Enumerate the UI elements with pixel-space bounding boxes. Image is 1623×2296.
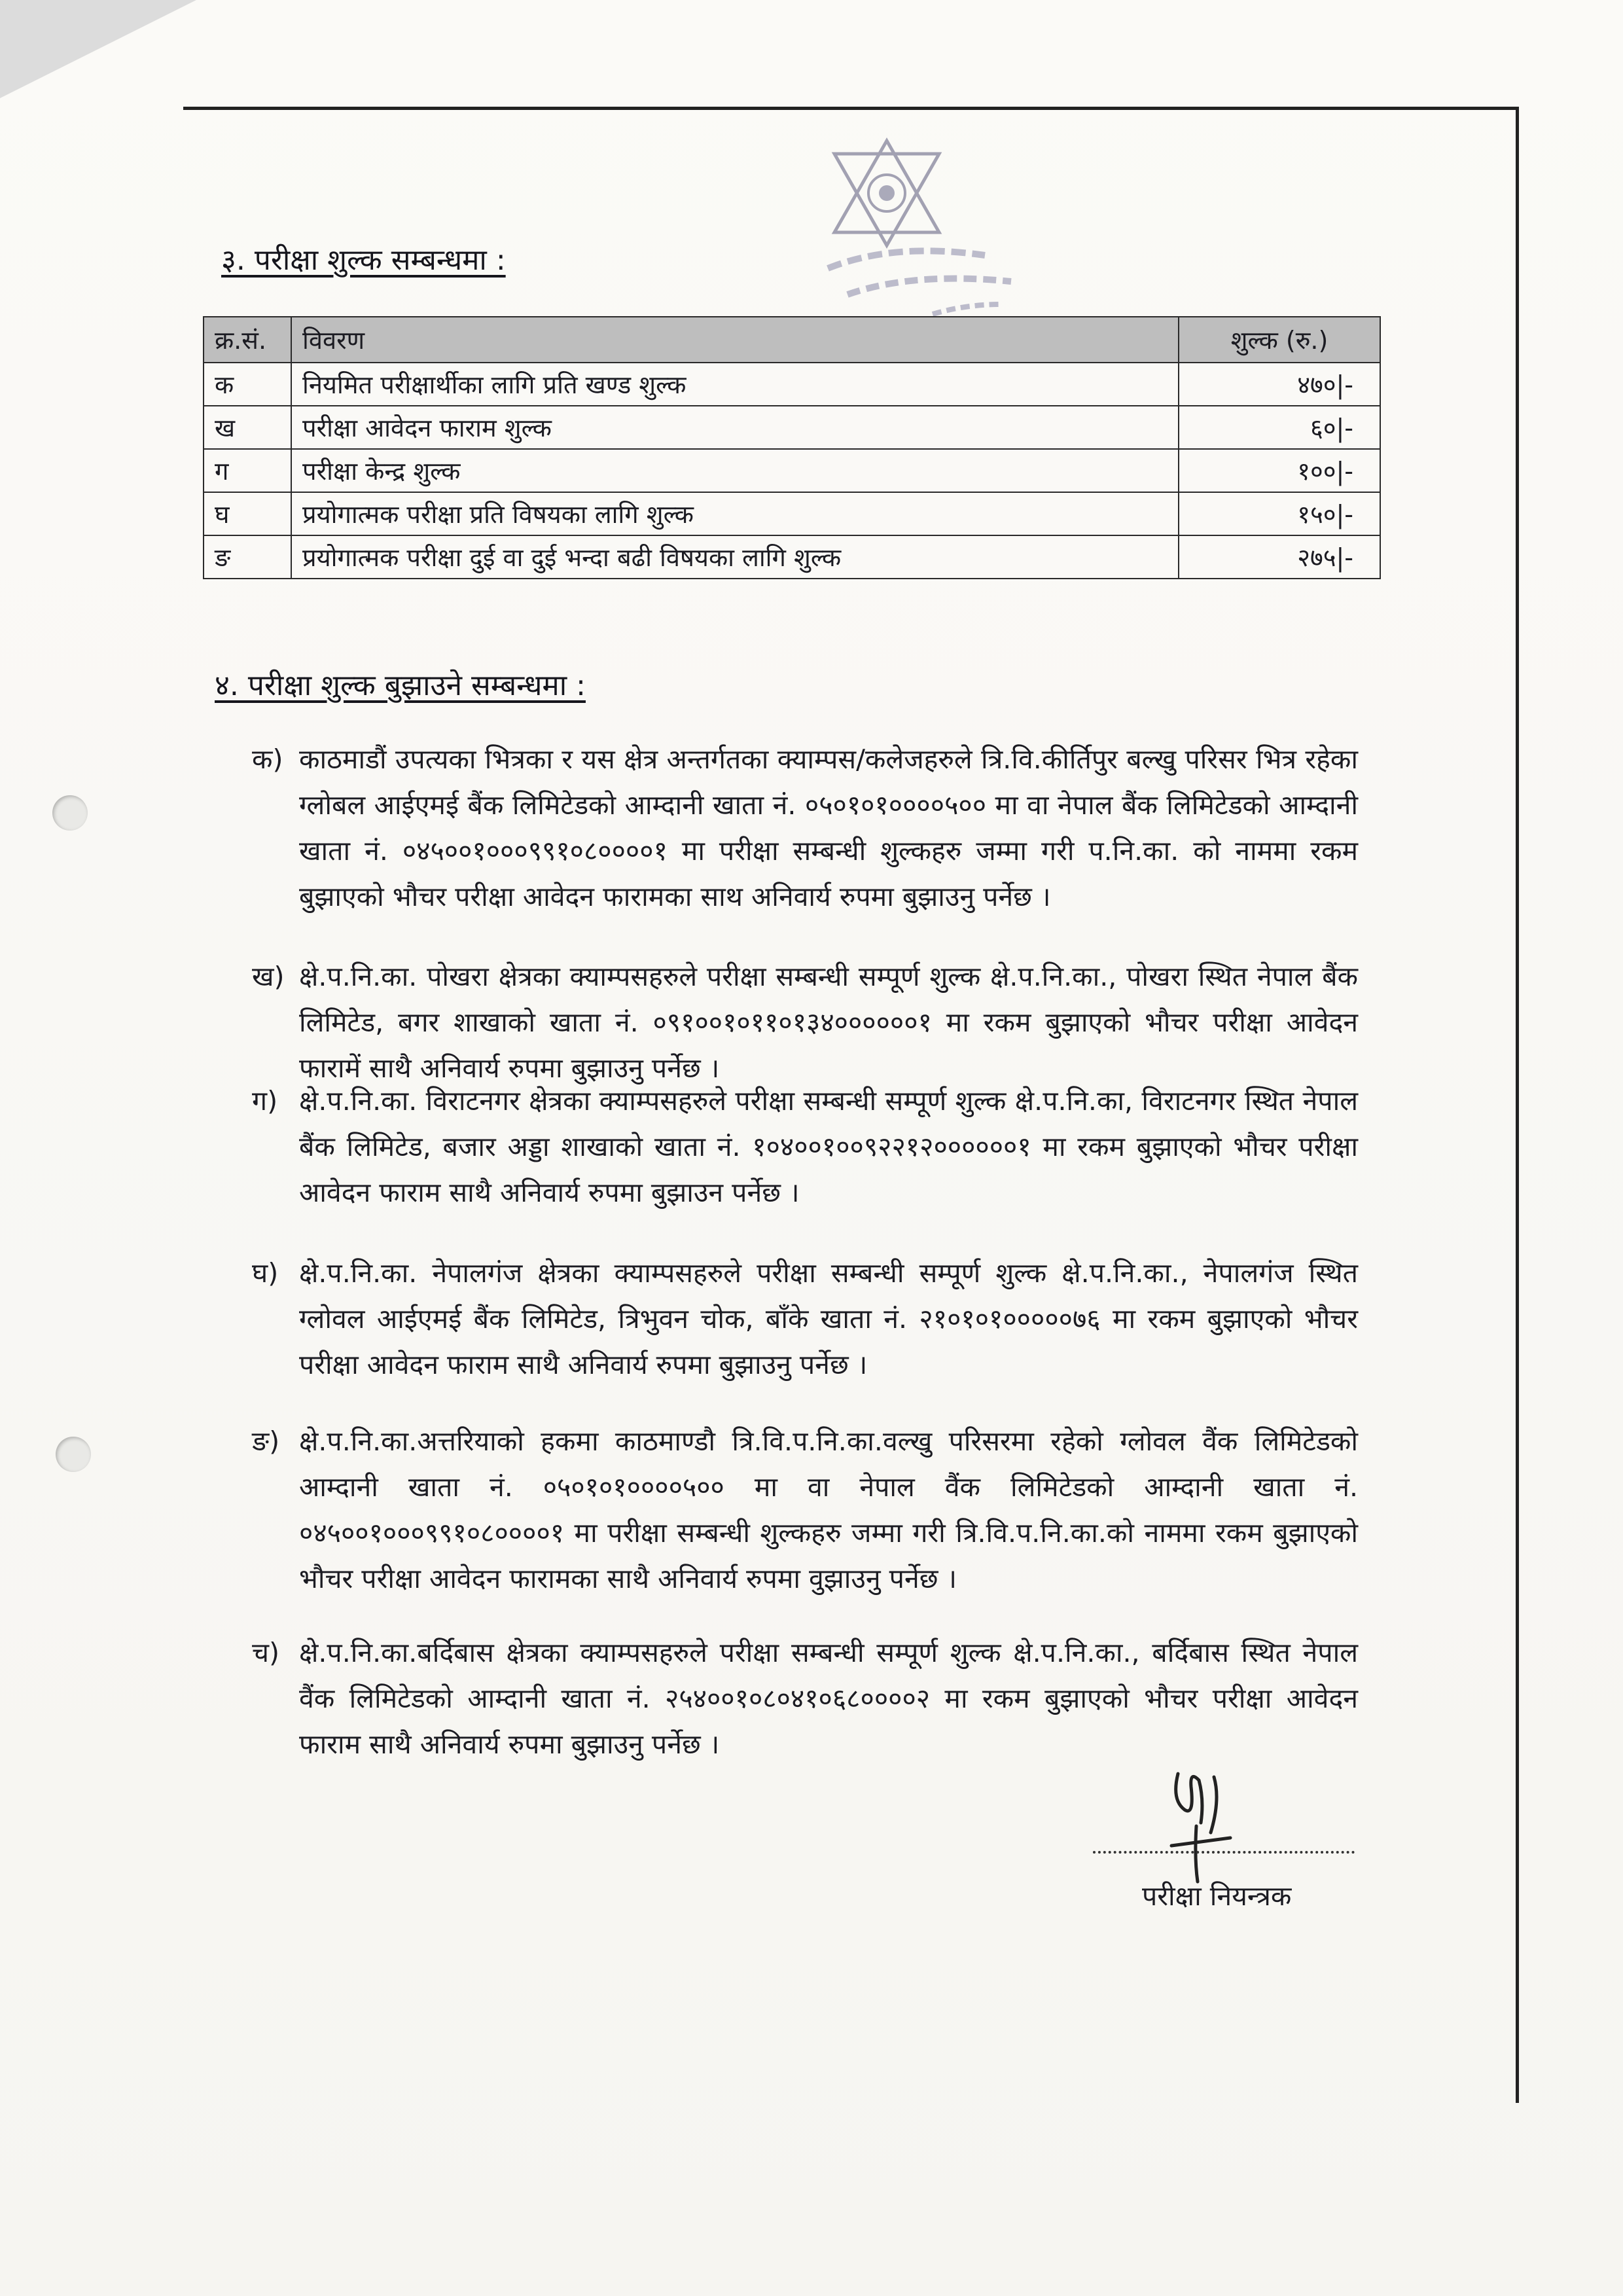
row-serial: घ (204, 492, 291, 535)
university-seal-icon (815, 115, 1031, 331)
item-marker: ग) (252, 1085, 278, 1117)
row-description: प्रयोगात्मक परीक्षा प्रति विषयका लागि शुल्क (291, 492, 1179, 535)
row-fee: २७५|- (1179, 535, 1380, 579)
row-fee: ४७०|- (1179, 363, 1380, 406)
item-text: काठमाडौं उपत्यका भित्रका र यस क्षेत्र अन्तर्गतका क्याम्पस/कलेजहरुले त्रि.वि.कीर्तिपुर बल्खु परिसर भित्र रहेका ग्लोबल आईएमई बैंक लिमिटेडको आम्दानी खाता नं. ०५०१०१००००५०० मा वा नेपाल बैंक लिमिटेडको आम्दानी खाता नं. ०४५००१०००९९१०८००००१ मा परीक्षा सम्बन्धी शुल्कहरु जम्मा गरी प.नि.का. को नाममा रकम बुझाएको भौचर परीक्षा आवेदन फारामका साथ अनिवार्य रुपमा बुझाउनु पर्नेछ । (299, 744, 1358, 912)
item-marker: क) (252, 744, 283, 775)
frame-border-right (1516, 107, 1519, 2103)
row-fee: १५०|- (1179, 492, 1380, 535)
table-row (204, 535, 1380, 579)
list-item (252, 1418, 1358, 1602)
row-fee: १००|- (1179, 449, 1380, 492)
header-serial: क्र.सं. (204, 317, 291, 363)
row-description: परीक्षा केन्द्र शुल्क (291, 449, 1179, 492)
list-item (252, 1078, 1358, 1215)
section-4-heading: ४. परीक्षा शुल्क बुझाउने सम्बन्धमा : (215, 669, 586, 702)
fee-table-header (204, 317, 1380, 363)
row-description: परीक्षा आवेदन फाराम शुल्क (291, 406, 1179, 449)
list-item (252, 736, 1358, 920)
row-serial: ग (204, 449, 291, 492)
row-serial: ङ (204, 535, 291, 579)
header-fee: शुल्क (रु.) (1179, 317, 1380, 363)
row-fee: ६०|- (1179, 406, 1380, 449)
list-item (252, 954, 1358, 1091)
folded-corner (0, 0, 196, 98)
table-row (204, 492, 1380, 535)
row-serial: ख (204, 406, 291, 449)
item-marker: घ) (252, 1257, 279, 1289)
signature-line (1093, 1851, 1355, 1854)
table-row (204, 449, 1380, 492)
row-description: प्रयोगात्मक परीक्षा दुई वा दुई भन्दा बढी विषयका लागि शुल्क (291, 535, 1179, 579)
frame-border-top (183, 107, 1518, 110)
signatory-title: परीक्षा नियन्त्रक (1142, 1880, 1292, 1912)
item-text: क्षे.प.नि.का. विराटनगर क्षेत्रका क्याम्पसहरुले परीक्षा सम्बन्धी सम्पूर्ण शुल्क क्षे.प.नि.का, विराटनगर स्थित नेपाल बैंक लिमिटेड, बजार अड्डा शाखाको खाता नं. १०४००१००९२२१२००००००१ मा रकम बुझाएको भौचर परीक्षा आवेदन फाराम साथै अनिवार्य रुपमा बुझाउन पर्नेछ । (299, 1085, 1358, 1208)
row-description: नियमित परीक्षार्थीका लागि प्रति खण्ड शुल्क (291, 363, 1179, 406)
table-row (204, 406, 1380, 449)
table-row (204, 363, 1380, 406)
punch-hole (56, 1437, 91, 1472)
row-serial: क (204, 363, 291, 406)
handwritten-signature (1158, 1761, 1237, 1885)
item-text: क्षे.प.नि.का. पोखरा क्षेत्रका क्याम्पसहरुले परीक्षा सम्बन्धी सम्पूर्ण शुल्क क्षे.प.नि.का., पोखरा स्थित नेपाल बैंक लिमिटेड, बगर शाखाको खाता नं. ०९१००१०११०१३४००००००१ मा रकम बुझाएको भौचर परीक्षा आवेदन फारामें साथै अनिवार्य रुपमा बुझाउनु पर्नेछ । (299, 961, 1358, 1084)
item-text: क्षे.प.नि.का.अत्तरियाको हकमा काठमाण्डौ त्रि.वि.प.नि.का.वल्खु परिसरमा रहेको ग्लोवल वैंक लिमिटेडको आम्दानी खाता नं. ०५०१०१००००५०० मा वा नेपाल वैंक लिमिटेडको आम्दानी खाता नं. ०४५००१०००९९१०८००००१ मा परीक्षा सम्बन्धी शुल्कहरु जम्मा गरी त्रि.वि.प.नि.का.को नाममा रकम बुझाएको भौचर परीक्षा आवेदन फारामका साथै अनिवार्य रुपमा वुझाउनु पर्नेछ । (299, 1426, 1358, 1594)
section-3-heading: ३. परीक्षा शुल्क सम्बन्धमा : (221, 243, 506, 277)
item-marker: ख) (252, 961, 285, 992)
list-item (252, 1630, 1358, 1767)
header-description: विवरण (291, 317, 1179, 363)
item-marker: ङ) (252, 1426, 280, 1457)
punch-hole (52, 795, 88, 831)
item-text: क्षे.प.नि.का. नेपालगंज क्षेत्रका क्याम्पसहरुले परीक्षा सम्बन्धी सम्पूर्ण शुल्क क्षे.प.नि.का., नेपालगंज स्थित ग्लोवल आईएमई बैंक लिमिटेड, त्रिभुवन चोक, बाँके खाता नं. २१०१०१०००००७६ मा रकम बुझाएको भौचर परीक्षा आवेदन फाराम साथै अनिवार्य रुपमा बुझाउनु पर्नेछ । (299, 1257, 1358, 1380)
list-item (252, 1250, 1358, 1388)
item-text: क्षे.प.नि.का.बर्दिबास क्षेत्रका क्याम्पसहरुले परीक्षा सम्बन्धी सम्पूर्ण शुल्क क्षे.प.नि.का., बर्दिबास स्थित नेपाल वैंक लिमिटेडको आम्दानी खाता नं. २५४००१०८०४१०६८००००२ मा रकम बुझाएको भौचर परीक्षा आवेदन फाराम साथै अनिवार्य रुपमा बुझाउनु पर्नेछ । (299, 1637, 1358, 1760)
fee-table (203, 316, 1381, 579)
item-marker: च) (252, 1637, 280, 1668)
